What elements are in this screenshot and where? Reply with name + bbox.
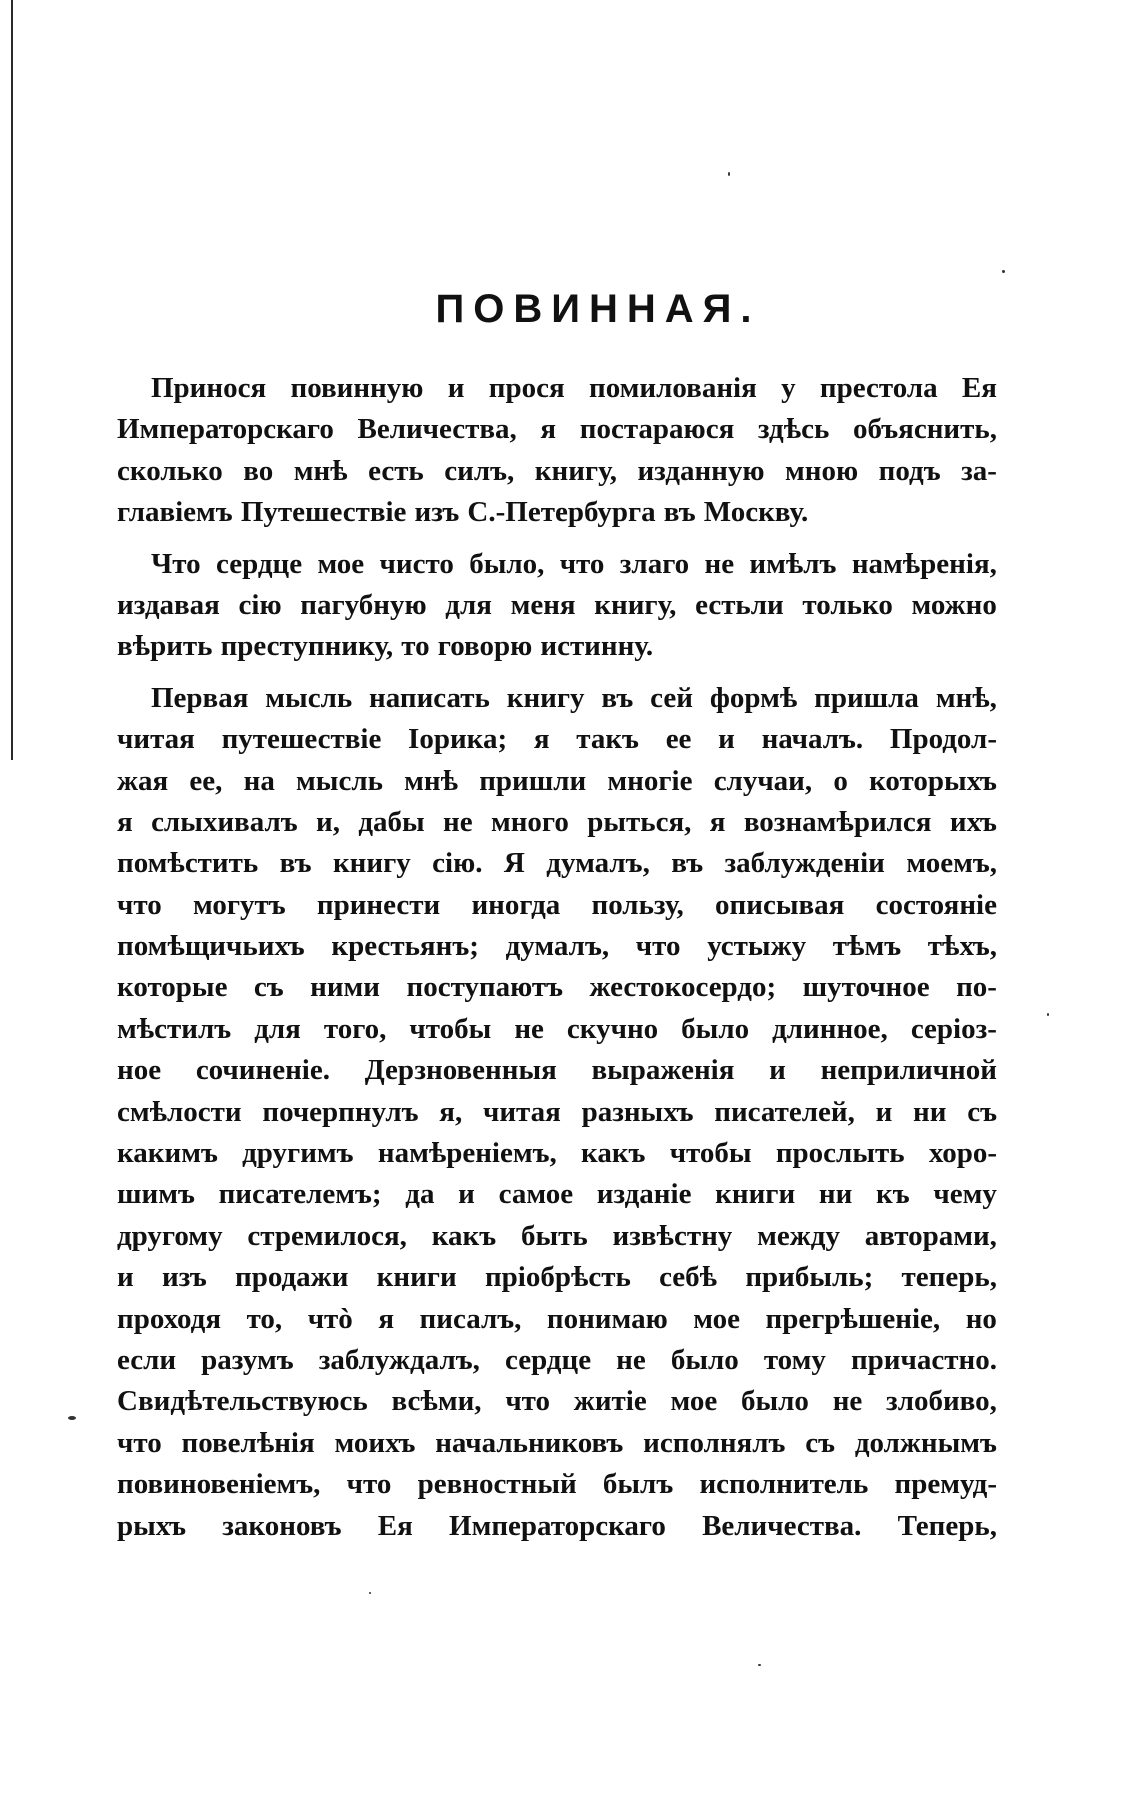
text-line [117, 1299, 997, 1340]
word: ее [665, 723, 692, 756]
word: подъ [878, 454, 941, 487]
word: у [781, 372, 796, 404]
word: Императорскаго [117, 413, 334, 446]
word: чтобы [409, 1012, 492, 1045]
word: повелѣнія [181, 1426, 315, 1459]
word: въ [279, 847, 312, 880]
word: состояніе [875, 888, 997, 921]
word: думалъ, [505, 930, 610, 963]
word: теперь, [901, 1261, 997, 1294]
word: было [670, 1343, 739, 1376]
word: законовъ [222, 1509, 342, 1542]
word: преступнику, [220, 630, 394, 663]
page-edge-rule [11, 0, 13, 760]
word: могутъ [192, 888, 286, 921]
word: вознамѣрился [743, 805, 932, 838]
word: не [514, 1012, 544, 1045]
text-line [117, 885, 997, 926]
word: и [718, 723, 735, 756]
scan-speck [68, 1416, 76, 1420]
word: имѣлъ [749, 547, 837, 580]
word: мое [317, 547, 365, 580]
text-line [117, 1257, 997, 1298]
word: случаи, [713, 764, 813, 797]
word: ное [117, 1054, 162, 1087]
word: проходя [117, 1302, 222, 1335]
word: слыхивалъ [151, 805, 298, 838]
word: сердце [216, 547, 303, 580]
word: которыхъ [869, 764, 997, 797]
word: которые [117, 971, 228, 1004]
text-line [117, 678, 997, 719]
word: заблуждалъ, [318, 1343, 480, 1376]
word: извѣстну [612, 1219, 733, 1252]
word: Первая [151, 681, 249, 714]
text-line [117, 1050, 997, 1091]
word: пользу, [591, 888, 684, 921]
word: скучно [566, 1012, 659, 1045]
word: сію. [432, 847, 483, 880]
word: Продол- [889, 723, 997, 756]
word: читая [482, 1095, 561, 1128]
word: силъ, [444, 454, 515, 487]
word: и [117, 1261, 134, 1294]
word: много [490, 805, 569, 838]
word: и, [316, 805, 340, 838]
word: не [832, 1385, 863, 1418]
word: всѣми, [391, 1385, 482, 1418]
word: разумъ [201, 1343, 294, 1376]
word: описывая [715, 888, 845, 921]
word: о [833, 764, 848, 797]
word: было [741, 1385, 809, 1418]
word: вѣрить [117, 630, 213, 663]
word: иногда [471, 888, 561, 921]
word: только [802, 588, 893, 621]
word: пришли [479, 764, 587, 797]
word: сердце [504, 1343, 592, 1376]
word: тому [763, 1343, 826, 1376]
word: престола [819, 372, 938, 404]
text-line [117, 1092, 997, 1133]
word: мое [693, 1302, 740, 1335]
word: жая [117, 764, 169, 797]
word: крестьянъ; [331, 930, 479, 963]
word: между [757, 1219, 840, 1252]
word: хоро- [928, 1137, 997, 1170]
word: издавая [117, 588, 220, 621]
scan-speck [728, 172, 730, 176]
word: мысль [296, 764, 383, 797]
word: что [346, 1468, 392, 1501]
word: ни [818, 1178, 853, 1211]
word: Москву. [703, 496, 809, 529]
word: я [533, 723, 550, 756]
word: смѣлости [117, 1095, 242, 1128]
word: поступаютъ [406, 971, 564, 1004]
word: моихъ [334, 1426, 416, 1459]
word: я [540, 413, 557, 446]
word: былъ [602, 1468, 674, 1501]
word: сію [238, 588, 282, 621]
word: ревностный [417, 1468, 577, 1501]
word: сочиненіе. [195, 1054, 330, 1087]
word: серіоз- [910, 1012, 997, 1045]
scan-speck [1002, 270, 1005, 273]
word: я [117, 805, 133, 838]
word: сколько [117, 454, 223, 487]
word: Іорика; [408, 723, 508, 756]
word: Ея [377, 1509, 413, 1542]
text-line [117, 926, 997, 967]
word: самое [498, 1178, 574, 1211]
word: для [445, 588, 492, 621]
word: тѣхъ, [927, 930, 997, 963]
word: по- [956, 971, 997, 1004]
word: что [117, 1426, 162, 1459]
word: для [254, 1012, 301, 1045]
text-line [117, 1381, 997, 1422]
word: чтò [307, 1302, 353, 1335]
word: меня [510, 588, 576, 621]
scan-speck [369, 1592, 371, 1594]
word: путешествіе [221, 723, 382, 756]
word: такъ [576, 723, 639, 756]
word: книги [715, 1178, 796, 1211]
word: моемъ, [906, 847, 997, 880]
word: есть [368, 454, 424, 487]
word: ни [913, 1095, 947, 1128]
word: мѣстилъ [117, 1012, 232, 1045]
word: я [378, 1302, 395, 1335]
word: злаго [619, 547, 690, 580]
word: шуточное [802, 971, 930, 1004]
word: мое [670, 1385, 718, 1418]
word: мною [785, 454, 859, 487]
word: я [709, 805, 726, 838]
word: С.-Петербурга [467, 496, 656, 529]
word: намѣренія, [851, 547, 997, 580]
word: говорю [437, 630, 533, 663]
word: къ [876, 1178, 910, 1211]
word: съ [253, 971, 284, 1004]
page-title: ПОВИННАЯ. [435, 287, 761, 331]
word: естьли [695, 588, 784, 621]
word: и [875, 1095, 893, 1128]
word: было, [469, 547, 545, 580]
word: изъ [414, 496, 460, 529]
word: да [405, 1178, 435, 1211]
word: ее, [189, 764, 223, 797]
word: какъ [431, 1219, 497, 1252]
word: начальниковъ [435, 1426, 624, 1459]
word: авторами, [864, 1219, 997, 1252]
word: формѣ [709, 681, 798, 714]
word: Что [151, 547, 201, 580]
word: пришла [814, 681, 919, 714]
word: жестокосердо; [589, 971, 777, 1004]
word: неприличной [820, 1054, 997, 1087]
word: стремилося, [247, 1219, 407, 1252]
body-text [117, 368, 997, 1547]
text-line [117, 1216, 997, 1257]
word: тѣмъ [832, 930, 902, 963]
word: ихъ [949, 805, 997, 838]
word: Величества, [357, 413, 517, 446]
text-line [117, 544, 997, 585]
word: прослыть [775, 1137, 905, 1170]
word: главіемъ [117, 496, 233, 529]
word: что [635, 930, 681, 963]
word: премуд- [894, 1468, 997, 1501]
word: Принося [151, 372, 267, 404]
word: Свидѣтельствуюсь [117, 1385, 368, 1418]
word: Императорскаго [449, 1509, 666, 1542]
text-line [117, 451, 997, 492]
text-line [117, 626, 997, 667]
word: читая [117, 723, 195, 756]
text-line [117, 492, 997, 533]
word: писалъ, [419, 1302, 522, 1335]
word: истинну. [540, 630, 654, 663]
word: чисто [379, 547, 454, 580]
word: заблужденіи [724, 847, 885, 880]
word: и [447, 372, 465, 404]
word: что [559, 547, 605, 580]
word: другимъ [242, 1137, 354, 1170]
word: другому [117, 1219, 223, 1252]
word: прося [488, 372, 565, 404]
word: повинную [290, 372, 424, 404]
text-line [117, 409, 997, 450]
scan-speck [758, 1664, 761, 1666]
word: устыжу [707, 930, 807, 963]
word: что [117, 888, 162, 921]
word: себѣ [659, 1261, 718, 1294]
text-line [117, 1133, 997, 1174]
word: я, [439, 1095, 463, 1128]
word: повиновеніемъ, [117, 1468, 321, 1501]
word: изданіе [596, 1178, 692, 1211]
word: мнѣ [404, 764, 458, 797]
word: выраженія [591, 1054, 735, 1087]
word: изданную [637, 454, 765, 487]
word: продажи [235, 1261, 349, 1294]
word: въ [671, 847, 704, 880]
word: длинное, [772, 1012, 888, 1045]
word: книгу [506, 681, 585, 714]
text-line [117, 585, 997, 626]
word: Величества. [702, 1509, 862, 1542]
word: сей [650, 681, 693, 714]
word: помилованія [588, 372, 757, 404]
word: чему [933, 1178, 997, 1211]
word: за- [961, 454, 997, 487]
word: въ [601, 681, 634, 714]
word: чтобы [669, 1137, 752, 1170]
word: книги [376, 1261, 457, 1294]
word: не [616, 1343, 646, 1376]
word: пагубную [300, 588, 427, 621]
word: Ея [961, 372, 997, 404]
word: что [505, 1385, 551, 1418]
word: прегрѣшеніе, [765, 1302, 941, 1335]
word: если [117, 1343, 177, 1376]
text-line [117, 719, 997, 760]
word: Дерзновенныя [364, 1054, 557, 1087]
word: того, [323, 1012, 387, 1045]
text-line [117, 1340, 997, 1381]
word: съ [805, 1426, 836, 1459]
word: какимъ [117, 1137, 218, 1170]
word: злобиво, [886, 1385, 997, 1418]
word: прибыль; [745, 1261, 874, 1294]
word: объяснить, [852, 413, 997, 446]
word: писателемъ; [218, 1178, 382, 1211]
word: книгу [332, 847, 411, 880]
word: книгу, [534, 454, 617, 487]
word: не [704, 547, 735, 580]
word: на [243, 764, 275, 797]
word: какъ [581, 1137, 646, 1170]
word: рыхъ [117, 1509, 187, 1542]
word: понимаю [546, 1302, 668, 1335]
word: во [243, 454, 274, 487]
word: постараюся [579, 413, 735, 446]
word: но [965, 1302, 997, 1335]
word: причастно. [850, 1343, 997, 1376]
word: въ [663, 496, 696, 529]
word: помѣщичьихъ [117, 930, 305, 963]
word: книгу, [594, 588, 677, 621]
word: и [458, 1178, 475, 1211]
scan-speck [1047, 1013, 1049, 1016]
text-line [117, 368, 997, 409]
word: быть [520, 1219, 588, 1252]
word: принести [316, 888, 441, 921]
word: началъ. [761, 723, 864, 756]
word: думалъ, [546, 847, 650, 880]
text-line [117, 1506, 997, 1547]
word: изъ [161, 1261, 207, 1294]
word: помѣстить [117, 847, 259, 880]
text-line [117, 1423, 997, 1464]
word: исполнялъ [643, 1426, 786, 1459]
word: рыться, [587, 805, 692, 838]
word: Я [503, 847, 525, 880]
word: съ [967, 1095, 997, 1128]
word: мысль [265, 681, 353, 714]
word: написать [369, 681, 490, 714]
word: ними [310, 971, 381, 1004]
text-line [117, 1464, 997, 1505]
text-line [117, 967, 997, 1008]
word: дабы [358, 805, 425, 838]
word: писателей, [714, 1095, 855, 1128]
word: Путешествіе [240, 496, 407, 529]
word: здѣсь [757, 413, 830, 446]
word: исполнитель [699, 1468, 869, 1501]
word: почерпнулъ [262, 1095, 419, 1128]
word: то, [246, 1302, 283, 1335]
word: мнѣ [293, 454, 348, 487]
text-line [117, 802, 997, 843]
word: мнѣ, [935, 681, 997, 714]
word: было [681, 1012, 750, 1045]
word: житіе [573, 1385, 647, 1418]
word: не [443, 805, 473, 838]
text-line [117, 843, 997, 884]
word: и [769, 1054, 786, 1087]
word: можно [911, 588, 997, 621]
word: должнымъ [854, 1426, 997, 1459]
word: Теперь, [897, 1509, 997, 1542]
word: то [401, 630, 430, 663]
text-line [117, 761, 997, 802]
text-line [117, 1174, 997, 1215]
word: разныхъ [581, 1095, 694, 1128]
word: многіе [607, 764, 693, 797]
word: шимъ [117, 1178, 195, 1211]
text-line [117, 1009, 997, 1050]
word: пріобрѣсть [484, 1261, 631, 1294]
word: намѣреніемъ, [377, 1137, 557, 1170]
